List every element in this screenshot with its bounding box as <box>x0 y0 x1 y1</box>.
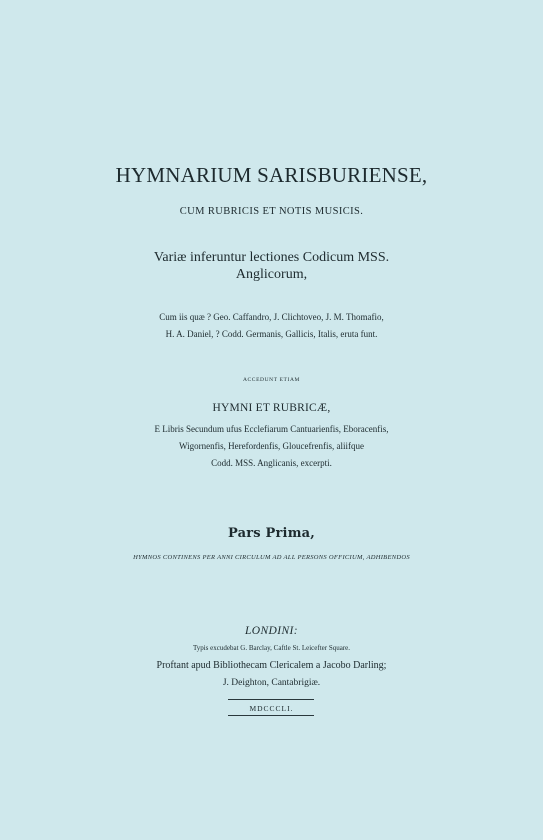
accedunt-etiam: ACCEDUNT ETIAM <box>242 377 301 383</box>
date-rule-top <box>228 699 314 700</box>
book-subtitle: CUM RUBRICIS ET NOTIS MUSICIS. <box>179 206 364 217</box>
imprint-date: MDCCCLI. <box>249 704 294 713</box>
book-title: HYMNARIUM SARISBURIENSE, <box>115 163 428 187</box>
pars-prima: Pars Prima, <box>227 526 315 541</box>
hymnos-line: HYMNOS CONTINENS PER ANNI CIRCULUM AD ALL PERSONS OFFICIUM, ADHIBENDOS <box>133 554 410 561</box>
imprint-seller: Proftant apud Bibliothecam Clericalem a Jacobo Darling; <box>156 660 387 671</box>
imprint-city: LONDINI: <box>244 625 299 637</box>
imprint-deighton: J. Deighton, Cantabrigiæ. <box>222 678 321 688</box>
variae-line-1: Variæ inferuntur lectiones Codicum MSS. <box>153 250 390 265</box>
sources-line-1: Cum iis quæ ? Geo. Caffandro, J. Clichtoveo, J. M. Thomafio, <box>159 312 384 322</box>
variae-line-2: Anglicorum, <box>235 267 308 282</box>
libri-line-3: Codd. MSS. Anglicanis, excerpti. <box>211 458 332 468</box>
hymni-heading: HYMNI ET RUBRICÆ, <box>212 402 331 414</box>
imprint-printer: Typis excudebat G. Barclay, Caftle St. Leicefter Square. <box>192 644 351 652</box>
libri-line-2: Wigornenfis, Herefordenfis, Gloucefrenfis, aliifque <box>178 441 365 451</box>
libri-line-1: E Libris Secundum ufus Ecclefiarum Cantuarienfis, Eboracenfis, <box>154 424 389 434</box>
sources-line-2: H. A. Daniel, ? Codd. Germanis, Gallicis, Italis, eruta funt. <box>165 329 378 339</box>
date-rule-bottom <box>228 715 314 716</box>
